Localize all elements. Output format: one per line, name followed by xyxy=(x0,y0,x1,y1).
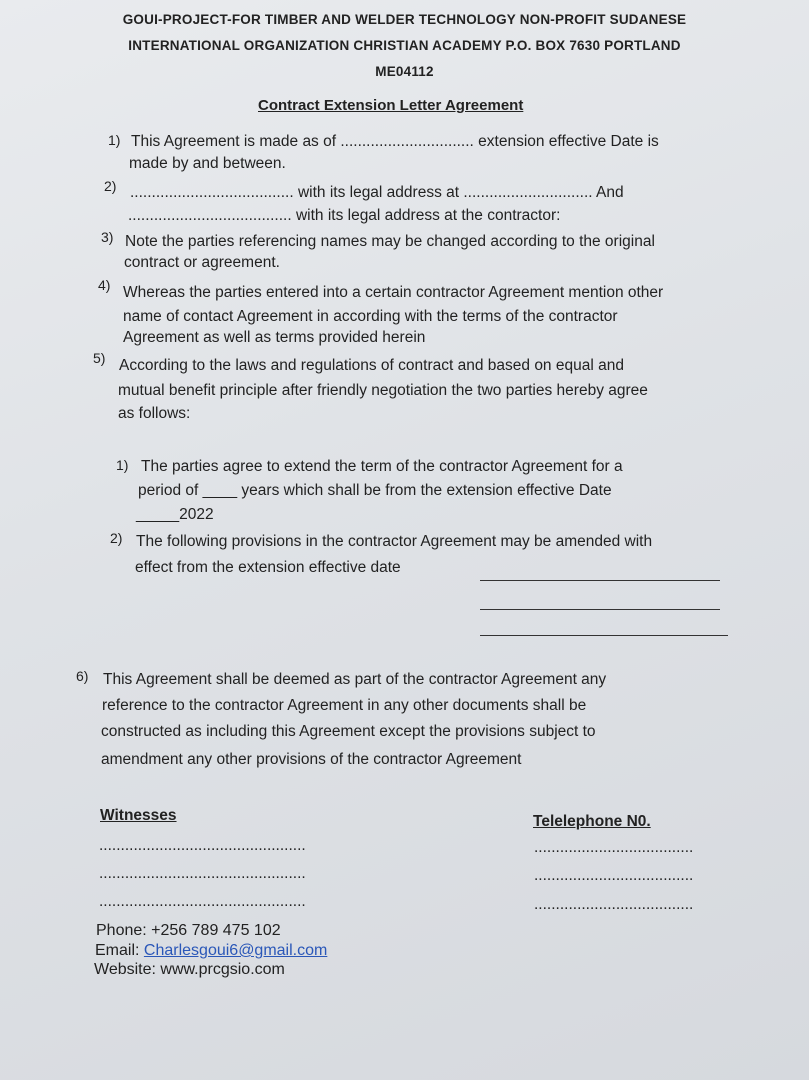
clause-2-line-2: ...................................... with its legal address at the contractor: xyxy=(128,207,561,224)
provision-blank-line-2 xyxy=(480,609,720,610)
clause-2-line-1: ...................................... with its legal address at .............................. And xyxy=(130,184,624,201)
header-line-1: GOUI-PROJECT-FOR TIMBER AND WELDER TECHNOLOGY NON-PROFIT SUDANESE xyxy=(122,12,687,27)
clause-4-line-3: Agreement as well as terms provided herein xyxy=(123,329,426,346)
header-line-2: INTERNATIONAL ORGANIZATION CHRISTIAN ACADEMY P.O. BOX 7630 PORTLAND xyxy=(128,38,681,53)
witness-line-3: ................................................ xyxy=(99,893,306,910)
document-title: Contract Extension Letter Agreement xyxy=(258,97,524,114)
clause-5-line-2: mutual benefit principle after friendly negotiation the two parties hereby agree xyxy=(118,382,648,399)
clause-1-number: 1) xyxy=(108,132,121,148)
telephone-line-1: ..................................... xyxy=(534,839,694,856)
subclause-1-line-1: The parties agree to extend the term of the contractor Agreement for a xyxy=(141,458,623,475)
clause-6-line-1: This Agreement shall be deemed as part of the contractor Agreement any xyxy=(103,671,607,688)
subclause-1-line-2: period of ____ years which shall be from the extension effective Date xyxy=(138,482,612,499)
subclause-1-line-3: _____2022 xyxy=(136,506,214,523)
witness-line-2: ................................................ xyxy=(99,865,306,882)
clause-6-line-4: amendment any other provisions of the contractor Agreement xyxy=(101,751,522,768)
witnesses-label: Witnesses xyxy=(100,807,177,824)
clause-4-line-1: Whereas the parties entered into a certain contractor Agreement mention other xyxy=(123,284,664,301)
contact-email-label: Email: xyxy=(95,942,144,959)
clause-1-line-2: made by and between. xyxy=(129,155,286,172)
subclause-2-line-2: effect from the extension effective date xyxy=(135,559,401,576)
provision-blank-line-1 xyxy=(480,580,720,581)
clause-6-line-3: constructed as including this Agreement except the provisions subject to xyxy=(101,723,596,740)
contact-website: Website: www.prcgsio.com xyxy=(94,961,285,978)
contact-phone: Phone: +256 789 475 102 xyxy=(96,922,281,939)
clause-4-line-2: name of contact Agreement in according with the terms of the contractor xyxy=(123,308,618,325)
clause-5-line-1: According to the laws and regulations of contract and based on equal and xyxy=(119,357,624,374)
clause-5-number: 5) xyxy=(93,350,106,366)
telephone-line-3: ..................................... xyxy=(534,896,694,913)
header-line-3: ME04112 xyxy=(375,64,434,79)
clause-2-number: 2) xyxy=(104,178,117,194)
clause-3-number: 3) xyxy=(101,229,114,245)
witness-line-1: ................................................ xyxy=(99,837,306,854)
clause-3-line-2: contract or agreement. xyxy=(124,254,280,271)
clause-5-line-3: as follows: xyxy=(118,405,191,422)
clause-6-line-2: reference to the contractor Agreement in any other documents shall be xyxy=(102,697,587,714)
subclause-1-number: 1) xyxy=(116,457,129,473)
subclause-2-number: 2) xyxy=(110,530,123,546)
provision-blank-line-3 xyxy=(480,635,728,636)
clause-4-number: 4) xyxy=(98,277,111,293)
clause-1-line-1: This Agreement is made as of ............................... extension effective Date is xyxy=(131,133,659,150)
subclause-2-line-1: The following provisions in the contractor Agreement may be amended with xyxy=(136,533,653,550)
contact-email-row xyxy=(95,941,327,961)
telephone-line-2: ..................................... xyxy=(534,867,694,884)
clause-3-line-1: Note the parties referencing names may be changed according to the original xyxy=(125,233,655,250)
telephone-label: Telelephone N0. xyxy=(533,813,651,830)
clause-6-number: 6) xyxy=(76,668,89,684)
contact-email-link[interactable]: Charlesgoui6@gmail.com xyxy=(143,942,328,959)
